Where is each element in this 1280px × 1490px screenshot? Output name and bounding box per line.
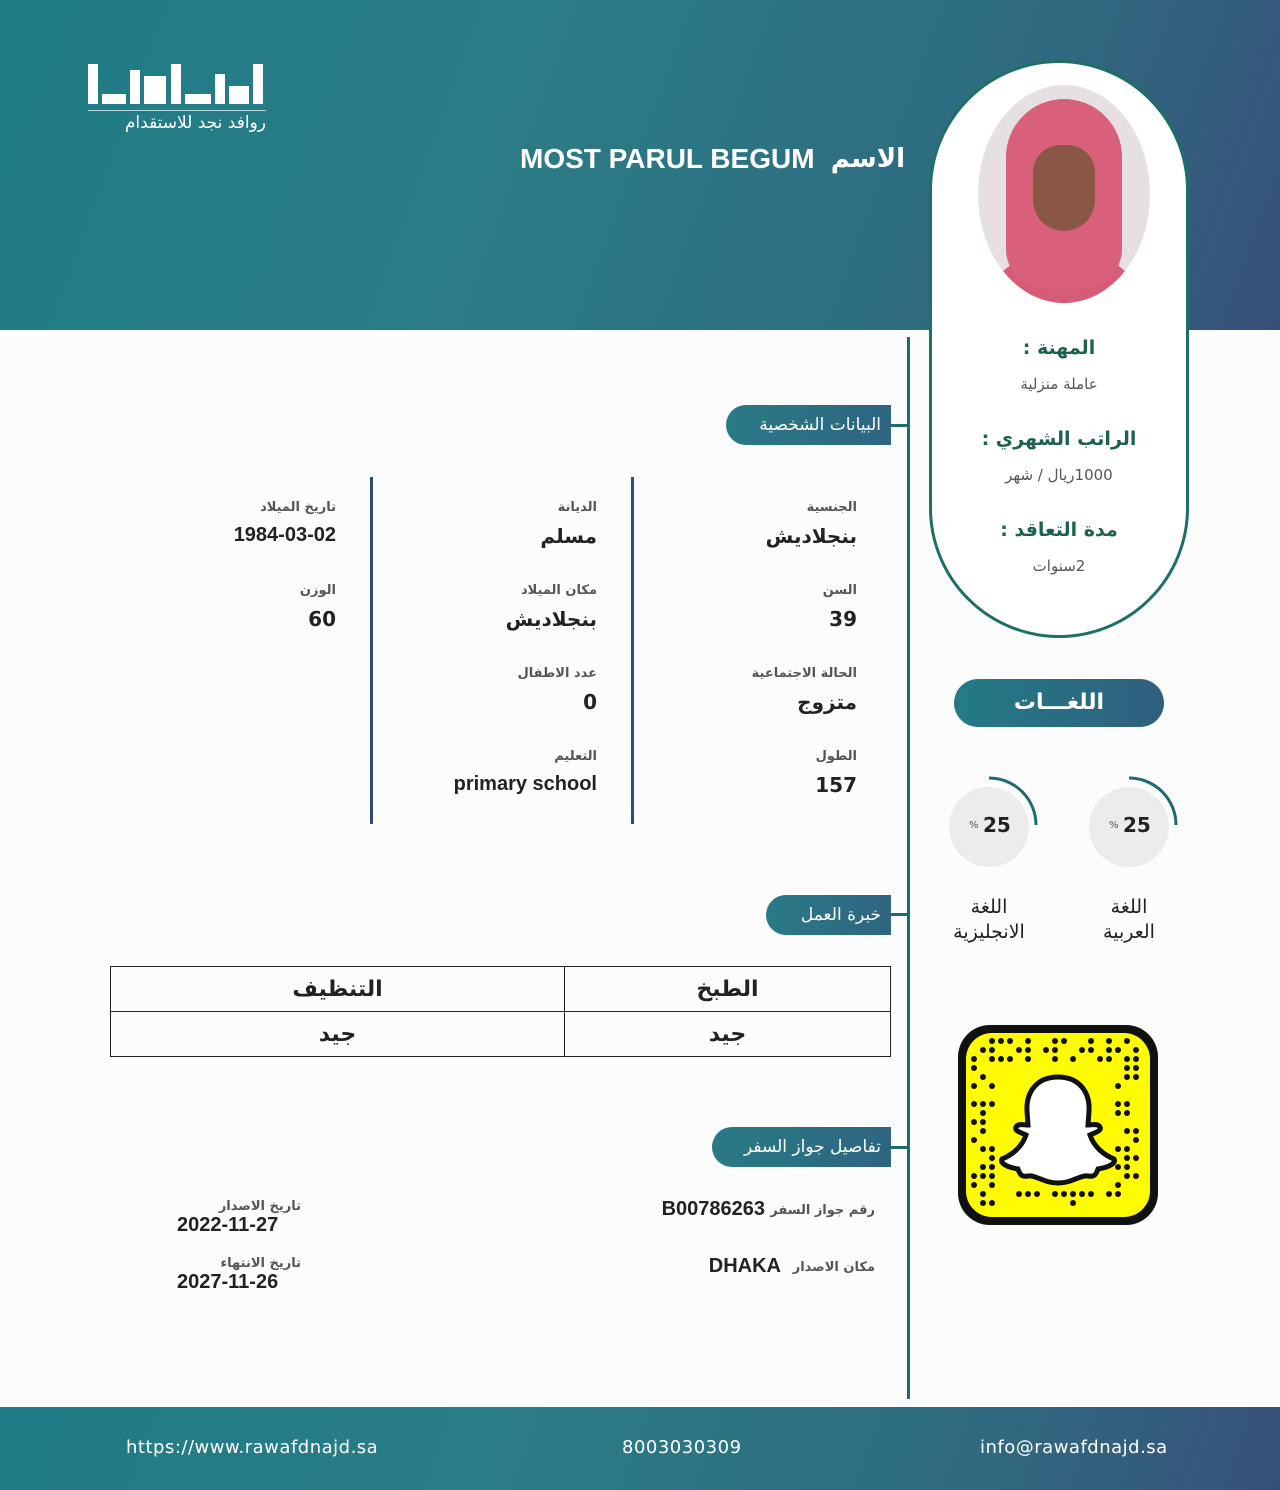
nationality-label: الجنسية [806, 500, 857, 515]
personal-section-heading [726, 405, 891, 445]
table-row [111, 1012, 891, 1057]
nationality-value: بنجلاديش [765, 524, 857, 548]
marital-label: الحالة الاجتماعية [751, 666, 857, 681]
arabic-level-pct: % [1109, 820, 1119, 831]
logo-mark [88, 60, 263, 104]
worker-photo [978, 85, 1150, 303]
profession-label: المهنة : [1022, 337, 1096, 359]
table-cell: جيد [111, 1012, 565, 1057]
footer-bar [0, 1407, 1280, 1490]
weight-value: 60 [308, 607, 336, 631]
issue-date-value: 2022-11-27 [177, 1214, 279, 1236]
worker-name: MOST PARUL BEGUM [520, 143, 815, 174]
snapchat-ghost-icon [1002, 1077, 1115, 1183]
column-divider [370, 477, 373, 824]
expiry-date-value: 2027-11-26 [177, 1271, 279, 1293]
age-label: السن [822, 583, 857, 598]
salary-label: الراتب الشهري : [981, 428, 1137, 450]
passport-section-heading [712, 1127, 891, 1167]
children-value: 0 [583, 690, 597, 714]
table-header-cell: التنظيف [111, 967, 565, 1012]
height-label: الطول [815, 749, 857, 764]
marital-value: متزوج [797, 690, 857, 714]
profile-card [929, 60, 1189, 638]
passport-number-value: B00786263 [661, 1198, 765, 1220]
profession-value: عاملة منزلية [1020, 375, 1098, 393]
english-language-name: اللغة الانجليزية [953, 896, 1025, 943]
religion-label: الديانة [557, 500, 597, 515]
issue-place-label: مكان الاصدار [792, 1260, 875, 1275]
work-experience-table [110, 966, 891, 1057]
children-label: عدد الاطفال [517, 666, 597, 681]
arabic-level-value: 25 [1123, 813, 1151, 837]
passport-number-label: رقم جواز السفر [770, 1203, 875, 1218]
column-divider [631, 477, 634, 824]
website-link[interactable]: https://www.rawafdnajd.sa [126, 1437, 379, 1458]
work-section-heading [766, 895, 891, 935]
table-cell: جيد [565, 1012, 891, 1057]
phone-number[interactable]: 8003030309 [622, 1437, 742, 1458]
english-level-value: 25 [983, 813, 1011, 837]
logo-text: روافد نجد للاستقدام [124, 113, 266, 133]
snapcode-dots [966, 1033, 1150, 1217]
birthdate-label: تاريخ الميلاد [260, 500, 336, 515]
snapcode-qr[interactable] [958, 1025, 1158, 1225]
salary-value: 1000ريال / شهر [1005, 466, 1113, 484]
arabic-language-name: اللغة العربية [1103, 896, 1155, 943]
height-value: 157 [815, 773, 857, 797]
work-section-title: خبرة العمل [800, 905, 881, 925]
contract-value: 2سنوات [1032, 557, 1086, 575]
expiry-date-label: تاريخ الانتهاء [220, 1256, 301, 1271]
name-row [520, 143, 905, 175]
email-link[interactable]: info@rawafdnajd.sa [980, 1437, 1168, 1458]
issue-date-label: تاريخ الاصدار [218, 1199, 301, 1214]
education-value: primary school [453, 773, 597, 795]
age-value: 39 [829, 607, 857, 631]
company-logo [88, 60, 273, 133]
passport-section-title: تفاصيل جواز السفر [743, 1137, 881, 1157]
contract-label: مدة التعاقد : [1000, 519, 1118, 541]
weight-label: الوزن [299, 583, 336, 598]
religion-value: مسلم [540, 524, 597, 548]
timeline-divider [907, 337, 910, 1399]
table-header-row [111, 967, 891, 1012]
issue-place-value: DHAKA [708, 1255, 781, 1277]
education-label: التعليم [554, 749, 597, 764]
birthdate-value: 1984-03-02 [233, 524, 336, 546]
english-level-pct: % [969, 820, 979, 831]
birthplace-value: بنجلاديش [505, 607, 597, 631]
birthplace-label: مكان الميلاد [520, 583, 597, 598]
languages-heading: اللغـــات [954, 679, 1164, 727]
name-label: الاسم [830, 144, 905, 174]
personal-section-title: البيانات الشخصية [759, 415, 881, 435]
table-header-cell: الطبخ [565, 967, 891, 1012]
